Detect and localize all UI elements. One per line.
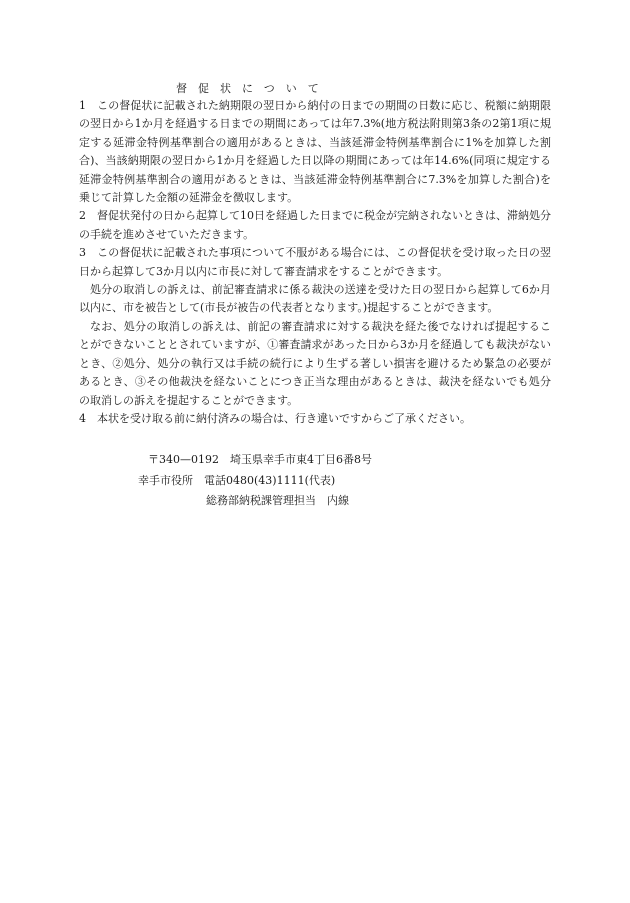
paragraph-1: 1 この督促状に記載された納期限の翌日から納付の日までの期間の日数に応じ、税額に納期限の翌日から1か月を経過する日までの期間にあっては年7.3%(地方税法附則第3条の2第1項に規定する延滞金特例基準割合の適用があるときは、当該延滞金特例基準割合に1%を加算した割合)、当該納期限の翌日から1か月を経過した日以降の期間にあっては年14.6%(同項に規定する延滞金特例基準割合の適用があるときは、当該延滞金特例基準割合に7.3%を加算した割合)を乗じて計算した金額の延滞金を徴収します。 xyxy=(79,99,551,205)
paragraph-4: 4 本状を受け取る前に納付済みの場合は、行き違いですからご了承ください。 xyxy=(79,411,471,425)
contact-office: 幸手市役所 電話0480(43)1111(代表) xyxy=(138,474,336,487)
paragraph-2: 2 督促状発付の日から起算して10日を経過した日までに税金が完納されないときは、滞納処分の手続を進めさせていただきます。 xyxy=(79,209,551,241)
contact-department: 総務部納税課管理担当 内線 xyxy=(206,494,349,507)
document-body xyxy=(79,97,551,428)
contact-address: 〒340—0192 埼玉県幸手市東4丁目6番8号 xyxy=(148,453,372,466)
paragraph-3-note: なお、処分の取消しの訴えは、前記の審査請求に対する裁決を経た後でなければ提起することができないこととされていますが、①審査請求があった日から3か月を経過しても裁決がないとき、②処分、処分の執行又は手続の続行により生ずる著しい損害を避けるため緊急の必要があるとき、③その他裁決を経ないことにつき正当な理由があるときは、裁決を経ないでも処分の取消しの訴えを提起することができます。 xyxy=(79,319,551,407)
paragraph-3: 3 この督促状に記載された事項について不服がある場合には、この督促状を受け取った日の翌日から起算して3か月以内に市長に対して審査請求をすることができます。 xyxy=(79,246,551,278)
document-title: 督促状について xyxy=(176,82,330,95)
paragraph-3-lawsuit: 処分の取消しの訴えは、前記審査請求に係る裁決の送達を受けた日の翌日から起算して6か月以内に、市を被告として(市長が被告の代表者となります。)提起することができます。 xyxy=(79,283,551,315)
